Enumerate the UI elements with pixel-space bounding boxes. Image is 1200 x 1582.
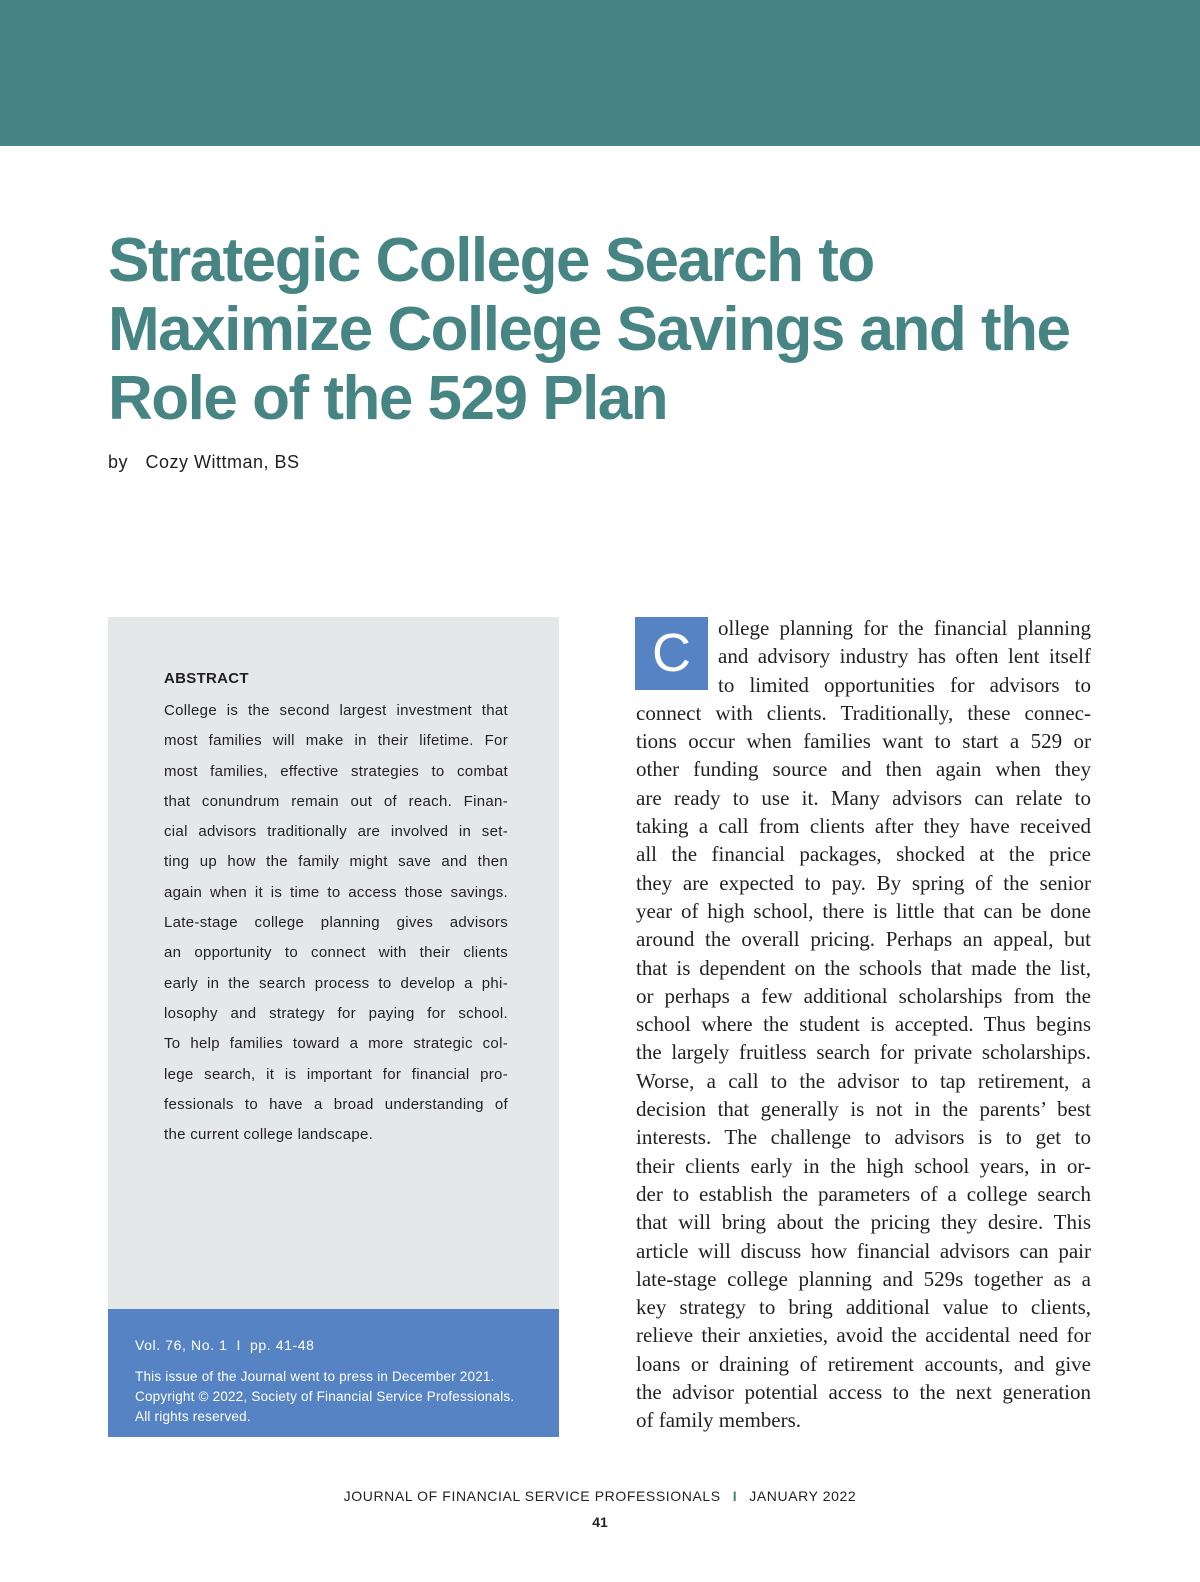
title-line: Maximize College Savings and the bbox=[108, 295, 1070, 364]
body-line: other funding source and then again when they bbox=[636, 757, 1091, 782]
body-line: around the overall pricing. Perhaps an appeal, but bbox=[636, 927, 1091, 952]
body-line: late-stage college planning and 529s together as a bbox=[636, 1266, 1091, 1291]
issue-date: JANUARY 2022 bbox=[749, 1488, 857, 1504]
abstract-heading: ABSTRACT bbox=[164, 670, 249, 687]
body-line: year of high school, there is little that can be done bbox=[636, 898, 1091, 923]
abstract-line: early in the search process to develop a phi- bbox=[164, 974, 508, 992]
body-line: all the financial packages, shocked at the price bbox=[636, 842, 1091, 867]
body-line: article will discuss how financial advisors can pair bbox=[636, 1238, 1091, 1263]
title-line: Role of the 529 Plan bbox=[108, 364, 668, 433]
body-line: relieve their anxieties, avoid the accidental need for bbox=[636, 1323, 1091, 1348]
abstract-line: most families, effective strategies to combat bbox=[164, 762, 508, 780]
body-line: tions occur when families want to start a 529 or bbox=[636, 729, 1091, 754]
body-line: loans or draining of retirement accounts, and give bbox=[636, 1351, 1091, 1376]
abstract-line: lege search, it is important for financial pro- bbox=[164, 1065, 508, 1083]
body-line: their clients early in the high school years, in or- bbox=[636, 1153, 1091, 1178]
header-band bbox=[0, 0, 1200, 146]
abstract-line: fessionals to have a broad understanding of bbox=[164, 1095, 508, 1113]
body-line: of family members. bbox=[636, 1408, 802, 1433]
abstract-line: College is the second largest investment that bbox=[164, 702, 508, 719]
abstract-line: an opportunity to connect with their clients bbox=[164, 944, 508, 962]
byline-prefix: by bbox=[108, 452, 129, 472]
journal-footer bbox=[0, 1488, 1200, 1504]
abstract-line: again when it is time to access those savings. bbox=[164, 883, 508, 901]
body-line: decision that generally is not in the parents’ best bbox=[636, 1097, 1091, 1122]
article-title bbox=[108, 226, 1108, 433]
body-line: key strategy to bring additional value to clients, bbox=[636, 1295, 1091, 1320]
body-line: and advisory industry has often lent itself bbox=[718, 644, 1091, 669]
abstract-line: losophy and strategy for paying for school. bbox=[164, 1004, 508, 1022]
journal-name: JOURNAL OF FINANCIAL SERVICE PROFESSIONALS bbox=[343, 1488, 721, 1504]
abstract-line: To help families toward a more strategic col- bbox=[164, 1035, 508, 1053]
body-line: that will bring about the pricing they desire. This bbox=[636, 1210, 1091, 1235]
body-line: ollege planning for the financial planning bbox=[718, 616, 1091, 640]
footer-separator: I bbox=[732, 1488, 738, 1504]
abstract-line: most families will make in their lifetime. For bbox=[164, 732, 508, 750]
byline bbox=[108, 452, 300, 473]
abstract-line: ting up how the family might save and then bbox=[164, 853, 508, 871]
body-line: to limited opportunities for advisors to bbox=[718, 672, 1091, 697]
volume-separator: I bbox=[236, 1337, 241, 1353]
press-line: This issue of the Journal went to press in December 2021. bbox=[135, 1369, 495, 1384]
body-line: are ready to use it. Many advisors can relate to bbox=[636, 785, 1091, 810]
body-line: the largely fruitless search for private scholarships. bbox=[636, 1040, 1091, 1065]
body-line: der to establish the parameters of a college search bbox=[636, 1181, 1091, 1206]
abstract-line: cial advisors traditionally are involved in set- bbox=[164, 823, 508, 841]
press-line: Copyright © 2022, Society of Financial Service Professionals. bbox=[135, 1389, 515, 1404]
author-name: Cozy Wittman, BS bbox=[145, 452, 300, 472]
press-line: All rights reserved. bbox=[135, 1409, 251, 1424]
body-line: or perhaps a few additional scholarships from the bbox=[636, 983, 1091, 1008]
body-line: they are expected to pay. By spring of the senior bbox=[636, 870, 1091, 895]
article-body bbox=[0, 614, 1200, 1435]
body-line: interests. The challenge to advisors is to get to bbox=[636, 1125, 1091, 1150]
body-line: connect with clients. Traditionally, these connec- bbox=[636, 700, 1091, 725]
volume-number: Vol. 76, No. 1 bbox=[135, 1337, 228, 1353]
body-line: Worse, a call to the advisor to tap retirement, a bbox=[636, 1068, 1091, 1093]
title-line: Strategic College Search to bbox=[108, 226, 874, 295]
body-line: taking a call from clients after they have received bbox=[636, 814, 1091, 839]
body-line: that is dependent on the schools that made the list, bbox=[636, 955, 1091, 980]
abstract-line: that conundrum remain out of reach. Finan- bbox=[164, 792, 508, 810]
page-range: pp. 41-48 bbox=[249, 1337, 315, 1353]
body-line: the advisor potential access to the next generation bbox=[636, 1380, 1091, 1405]
body-line: school where the student is accepted. Thus begins bbox=[636, 1012, 1091, 1037]
abstract-line: Late-stage college planning gives advisors bbox=[164, 914, 508, 932]
drop-cap: C bbox=[635, 617, 708, 690]
abstract-line: the current college landscape. bbox=[164, 1126, 374, 1144]
page-number: 41 bbox=[592, 1514, 608, 1530]
